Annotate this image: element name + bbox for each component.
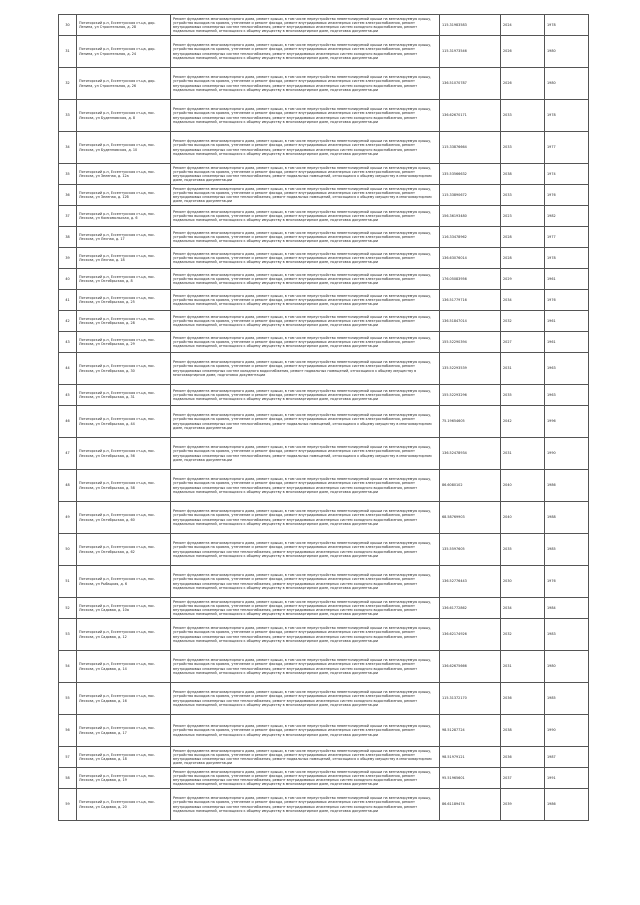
repair-year-cell: 2034 [501,598,545,619]
table-row [59,502,589,534]
address-cell: Пятигорский р-н, Ессентукская ст-ца, пос. Лесхоза, ул Октябрьская, д. 56 [77,438,171,470]
row-number: 58 [59,768,77,789]
row-number: 41 [59,290,77,311]
works-cell: Ремонт фундамента многоквартирного дома, ремонт крыши, в том числе переустройство невентилируемой крыши на вентилируемую крышу, устройство выходов на кровлю, утепление и ремонт фасада, ремонт внутридомовых инженерных систем электроснабжения, ремонт внутридомовых инженерных систем теплоснабжения, ремонт внутридомовых инженерных систем холодного водоснабжения, ремонт подвальных помещений, относящихся к общему имуществу в многоквартирном доме, подготовка документации [171,683,440,715]
build-year-cell: 1986 [545,789,589,821]
address-cell: Пятигорский р-н, Ессентукская ст-ца, пос. Лесхоза, ул Садовая, д. 20 [77,789,171,821]
address-cell: Пятигорский р-н, Ессентукская ст-ца, пос. Лесхоза, ул Садовая, д. 17 [77,715,171,747]
build-year-cell: 1986 [545,470,589,502]
row-number: 38 [59,227,77,248]
row-number: 47 [59,438,77,470]
table-row [59,406,589,438]
table-row [59,470,589,502]
row-number: 54 [59,651,77,683]
table-row [59,768,589,789]
build-year-cell: 1980 [545,68,589,100]
repair-year-cell: 2034 [501,290,545,311]
build-year-cell: 1987 [545,747,589,768]
register-table [58,14,589,821]
document-page [58,14,588,821]
address-cell: Пятигорский р-н, Ессентукская ст-ца, пос. Лесхоза, ул Лесная, д. 17 [77,227,171,248]
table-row [59,132,589,164]
works-cell: Ремонт фундамента многоквартирного дома, ремонт крыши, в том числе переустройство невентилируемой крыши на вентилируемую крышу, устройство выходов на кровлю, утепление и ремонт фасада, ремонт внутридомовых инженерных систем электроснабжения, ремонт внутридомовых инженерных систем теплоснабжения, ремонт внутридомовых инженерных систем холодного водоснабжения, ремонт подвальных помещений, относящихся к общему имуществу в многоквартирном доме, подготовка документации [171,36,440,68]
repair-year-cell: 2026 [501,68,545,100]
repair-year-cell: 2038 [501,164,545,185]
row-number: 48 [59,470,77,502]
works-cell: Ремонт фундамента многоквартирного дома, ремонт крыши, в том числе переустройство невентилируемой крыши на вентилируемую крышу, устройство выходов на кровлю, утепление и ремонт фасада, ремонт внутридомовых инженерных систем электроснабжения, ремонт внутридомовых инженерных систем теплоснабжения, ремонт подвальных помещений, относящихся к общему имуществу в многоквартирном доме, подготовка документации [171,164,440,185]
cadastral-number-cell: 135.52293539 [440,353,501,385]
table-row [59,15,589,36]
build-year-cell: 1983 [545,619,589,651]
works-cell: Ремонт фундамента многоквартирного дома, ремонт крыши, в том числе переустройство невентилируемой крыши на вентилируемую крышу, устройство выходов на кровлю, утепление и ремонт фасада, ремонт внутридомовых инженерных систем электроснабжения, ремонт подвальных помещений, относящихся к общему имуществу в многоквартирном доме, подготовка документации [171,269,440,290]
cadastral-number-cell: 115.33890672 [440,185,501,206]
table-row [59,100,589,132]
address-cell: Пятигорский р-н, Ессентукская ст-ца, пос. Лесхоза, ул Буденновская, д. 10 [77,132,171,164]
cadastral-number-cell: 156.36193480 [440,206,501,227]
build-year-cell: 1990 [545,715,589,747]
cadastral-number-cell: 136.51847014 [440,311,501,332]
address-cell: Пятигорский р-н, Ессентукская ст-ца, пос. Лесхоза, ул Октябрьская, д. 58 [77,470,171,502]
cadastral-number-cell: 136.52776443 [440,566,501,598]
table-row [59,385,589,406]
row-number: 31 [59,36,77,68]
repair-year-cell: 2037 [501,768,545,789]
repair-year-cell: 2028 [501,248,545,269]
cadastral-number-cell: 136.52478934 [440,438,501,470]
table-row [59,206,589,227]
table-row [59,534,589,566]
row-number: 42 [59,311,77,332]
cadastral-number-cell: 135.53566632 [440,164,501,185]
build-year-cell: 1977 [545,227,589,248]
repair-year-cell: 2040 [501,502,545,534]
address-cell: Пятигорский р-н, Ессентукская ст-ца, пос. Лесхоза, ул Зеленая, д. 12а [77,164,171,185]
repair-year-cell: 2033 [501,100,545,132]
repair-year-cell: 2035 [501,385,545,406]
build-year-cell: 1963 [545,385,589,406]
table-row [59,789,589,821]
cadastral-number-cell: 136.63076014 [440,248,501,269]
address-cell: Пятигорский р-н, Ессентукская ст-ца, пос. Лесхоза, ул Садовая, д. 14 [77,651,171,683]
build-year-cell: 1978 [545,248,589,269]
address-cell: Пятигорский р-н, Ессентукская ст-ца, пос. Лесхоза, ул Октябрьская, д. 62 [77,534,171,566]
build-year-cell: 1996 [545,406,589,438]
row-number: 45 [59,385,77,406]
address-cell: Пятигорский р-н, Ессентукская ст-ца, пос. Лесхоза, ул Лесная, д. 18 [77,248,171,269]
repair-year-cell: 2033 [501,185,545,206]
works-cell: Ремонт фундамента многоквартирного дома, ремонт крыши, в том числе переустройство невентилируемой крыши на вентилируемую крышу, устройство выходов на кровлю, утепление и ремонт фасада, ремонт внутридомовых инженерных систем электроснабжения, ремонт подвальных помещений, относящихся к общему имуществу в многоквартирном доме, подготовка документации [171,248,440,269]
address-cell: Пятигорский р-н, Ессентукская ст-ца, пос. Лесхоза, ул Садовая, д. 19 [77,768,171,789]
address-cell: Пятигорский р-н, Ессентукская ст-ца, пос. Лесхоза, ул Садовая, д. 10а [77,598,171,619]
works-cell: Ремонт фундамента многоквартирного дома, ремонт крыши, в том числе переустройство невентилируемой крыши на вентилируемую крышу, устройство выходов на кровлю, утепление и ремонт фасада, ремонт внутридомовых инженерных систем электроснабжения, ремонт подвальных помещений, относящихся к общему имуществу в многоквартирном доме, подготовка документации [171,385,440,406]
cadastral-number-cell: 98.51979121 [440,747,501,768]
row-number: 44 [59,353,77,385]
table-row [59,747,589,768]
build-year-cell: 1985 [545,534,589,566]
build-year-cell: 1976 [545,566,589,598]
repair-year-cell: 2039 [501,789,545,821]
works-cell: Ремонт фундамента многоквартирного дома, ремонт крыши, в том числе переустройство невентилируемой крыши на вентилируемую крышу, устройство выходов на кровлю, утепление и ремонт фасада, ремонт внутридомовых инженерных систем электроснабжения, ремонт внутридомовых инженерных систем теплоснабжения, ремонт внутридомовых инженерных систем холодного водоснабжения, ремонт подвальных помещений, относящихся к общему имуществу в многоквартирном доме, подготовка документации [171,100,440,132]
row-number: 56 [59,715,77,747]
table-row [59,598,589,619]
works-cell: Ремонт фундамента многоквартирного дома, ремонт крыши, в том числе переустройство невентилируемой крыши на вентилируемую крышу, устройство выходов на кровлю, утепление и ремонт фасада, ремонт внутридомовых инженерных систем электроснабжения, ремонт внутридомовых инженерных систем теплоснабжения, ремонт внутридомовых инженерных систем холодного водоснабжения, ремонт подвальных помещений, относящихся к общему имуществу в многоквартирном доме, подготовка документации [171,470,440,502]
cadastral-number-cell: 135.5597605 [440,534,501,566]
build-year-cell: 1990 [545,438,589,470]
row-number: 51 [59,566,77,598]
repair-year-cell: 2031 [501,438,545,470]
table-row [59,683,589,715]
build-year-cell: 1988 [545,502,589,534]
repair-year-cell: 2032 [501,619,545,651]
table-row [59,269,589,290]
address-cell: Пятигорский р-н, Ессентукская ст-ца, пос. Лесхоза, ул Октябрьская, д. 29 [77,332,171,353]
works-cell: Ремонт фундамента многоквартирного дома, ремонт крыши, в том числе переустройство невентилируемой крыши на вентилируемую крышу, устройство выходов на кровлю, утепление и ремонт фасада, ремонт внутридомовых инженерных систем электроснабжения, ремонт подвальных помещений, относящихся к общему имуществу в многоквартирном доме, подготовка документации [171,311,440,332]
cadastral-number-cell: 86.61189474 [440,789,501,821]
build-year-cell: 1982 [545,206,589,227]
build-year-cell: 1976 [545,290,589,311]
repair-year-cell: 2042 [501,406,545,438]
table-row [59,290,589,311]
cadastral-number-cell: 68.58769903 [440,502,501,534]
row-number: 40 [59,269,77,290]
repair-year-cell: 2023 [501,206,545,227]
table-row [59,227,589,248]
repair-year-cell: 2026 [501,36,545,68]
cadastral-number-cell: 116.33478962 [440,227,501,248]
cadastral-number-cell: 155.52293296 [440,385,501,406]
repair-year-cell: 2024 [501,15,545,36]
row-number: 57 [59,747,77,768]
repair-year-cell: 2032 [501,311,545,332]
table-row [59,715,589,747]
works-cell: Ремонт фундамента многоквартирного дома, ремонт крыши, в том числе переустройство невентилируемой крыши на вентилируемую крышу, устройство выходов на кровлю, утепление и ремонт фасада, ремонт внутридомовых инженерных систем электроснабжения, ремонт внутридомовых инженерных систем теплоснабжения, ремонт внутридомовых инженерных систем холодного водоснабжения, ремонт подвальных помещений, относящихся к общему имуществу в многоквартирном доме, подготовка документации [171,598,440,619]
register-table-body [59,15,589,821]
address-cell: Пятигорский р-н, Ессентукская ст-ца, пос. Лесхоза, ул Октябрьская, д. 25 [77,290,171,311]
build-year-cell: 1977 [545,132,589,164]
cadastral-number-cell: 136.62670171 [440,100,501,132]
cadastral-number-cell: 176.05083956 [440,269,501,290]
build-year-cell: 1991 [545,768,589,789]
cadastral-number-cell: 75.19654605 [440,406,501,438]
build-year-cell: 1974 [545,164,589,185]
address-cell: Пятигорский р-н, Ессентукская ст-ца, дор. Ленина, ул Строительная, д. 24 [77,36,171,68]
address-cell: Пятигорский р-н, Ессентукская ст-ца, дор. Ленина, ул Строительная, д. 28 [77,15,171,36]
address-cell: Пятигорский р-н, Ессентукская ст-ца, пос. Лесхоза, ул Комсомольская, д. 6 [77,206,171,227]
address-cell: Пятигорский р-н, Ессентукская ст-ца, пос. Лесхоза, ул Октябрьская, д. 30 [77,353,171,385]
address-cell: Пятигорский р-н, Ессентукская ст-ца, пос. Лесхоза, ул Буденновская, д. 8 [77,100,171,132]
build-year-cell: 1976 [545,185,589,206]
works-cell: Ремонт фундамента многоквартирного дома, ремонт крыши, в том числе переустройство невентилируемой крыши на вентилируемую крышу, устройство выходов на кровлю, утепление и ремонт фасада, ремонт внутридомовых инженерных систем электроснабжения, ремонт внутридомовых инженерных систем теплоснабжения, ремонт внутридомовых инженерных систем холодного водоснабжения, ремонт подвальных помещений, относящихся к общему имуществу в многоквартирном доме, подготовка документации [171,789,440,821]
works-cell: Ремонт фундамента многоквартирного дома, ремонт крыши, в том числе переустройство невентилируемой крыши на вентилируемую крышу, устройство выходов на кровлю, утепление и ремонт фасада, ремонт внутридомовых инженерных систем электроснабжения, ремонт внутридомовых инженерных систем холодного водоснабжения, ремонт подвальных помещений, относящихся к общему имуществу в многоквартирном доме, подготовка документации [171,353,440,385]
works-cell: Ремонт фундамента многоквартирного дома, ремонт крыши, в том числе переустройство невентилируемой крыши на вентилируемую крышу, устройство выходов на кровлю, утепление и ремонт фасада, ремонт внутридомовых инженерных систем электроснабжения, ремонт внутридомовых инженерных систем теплоснабжения, ремонт подвальных помещений, относящихся к общему имуществу в многоквартирном доме, подготовка документации [171,406,440,438]
address-cell: Пятигорский р-н, Ессентукская ст-ца, пос. Лесхоза, ул Октябрьская, д. 28 [77,311,171,332]
table-row [59,68,589,100]
repair-year-cell: 2036 [501,747,545,768]
repair-year-cell: 2028 [501,227,545,248]
works-cell: Ремонт фундамента многоквартирного дома, ремонт крыши, в том числе переустройство невентилируемой крыши на вентилируемую крышу, устройство выходов на кровлю, утепление и ремонт фасада, ремонт внутридомовых инженерных систем электроснабжения, ремонт внутридомовых инженерных систем теплоснабжения, ремонт подвальных помещений, относящихся к общему имуществу в многоквартирном доме, подготовка документации [171,747,440,768]
works-cell: Ремонт фундамента многоквартирного дома, ремонт крыши, в том числе переустройство невентилируемой крыши на вентилируемую крышу, устройство выходов на кровлю, утепление и ремонт фасада, ремонт внутридомовых инженерных систем электроснабжения, ремонт внутридомовых инженерных систем теплоснабжения, ремонт внутридомовых инженерных систем холодного водоснабжения, ремонт подвальных помещений, относящихся к общему имуществу в многоквартирном доме, подготовка документации [171,768,440,789]
cadastral-number-cell: 136.62174926 [440,619,501,651]
repair-year-cell: 2033 [501,132,545,164]
repair-year-cell: 2030 [501,566,545,598]
address-cell: Пятигорский р-н, Ессентукская ст-ца, пос. Лесхоза, ул Октябрьская, д. 31 [77,385,171,406]
row-number: 52 [59,598,77,619]
row-number: 36 [59,185,77,206]
address-cell: Пятигорский р-н, Ессентукская ст-ца, пос. Лесхоза, ул Садовая, д. 12 [77,619,171,651]
cadastral-number-cell: 98.51287724 [440,715,501,747]
build-year-cell: 1978 [545,100,589,132]
table-row [59,651,589,683]
repair-year-cell: 2038 [501,715,545,747]
address-cell: Пятигорский р-н, Ессентукская ст-ца, дор. Ленина, ул Строительная, д. 26 [77,68,171,100]
works-cell: Ремонт фундамента многоквартирного дома, ремонт крыши, в том числе переустройство невентилируемой крыши на вентилируемую крышу, устройство выходов на кровлю, утепление и ремонт фасада, ремонт внутридомовых инженерных систем электроснабжения, ремонт внутридомовых инженерных систем теплоснабжения, ремонт внутридомовых инженерных систем холодного водоснабжения, ремонт подвальных помещений, относящихся к общему имуществу в многоквартирном доме, подготовка документации [171,502,440,534]
build-year-cell: 1978 [545,15,589,36]
works-cell: Ремонт фундамента многоквартирного дома, ремонт крыши, в том числе переустройство невентилируемой крыши на вентилируемую крышу, устройство выходов на кровлю, утепление и ремонт фасада, ремонт внутридомовых инженерных систем электроснабжения, ремонт внутридомовых инженерных систем теплоснабжения, ремонт внутридомовых инженерных систем холодного водоснабжения, ремонт подвальных помещений, относящихся к общему имуществу в многоквартирном доме, подготовка документации [171,68,440,100]
row-number: 32 [59,68,77,100]
repair-year-cell: 2027 [501,332,545,353]
build-year-cell: 1985 [545,683,589,715]
table-row [59,248,589,269]
row-number: 50 [59,534,77,566]
works-cell: Ремонт фундамента многоквартирного дома, ремонт крыши, в том числе переустройство невентилируемой крыши на вентилируемую крышу, устройство выходов на кровлю, утепление и ремонт фасада, ремонт внутридомовых инженерных систем электроснабжения, ремонт внутридомовых инженерных систем теплоснабжения, ремонт внутридомовых инженерных систем холодного водоснабжения, ремонт подвальных помещений, относящихся к общему имуществу в многоквартирном доме, подготовка документации [171,566,440,598]
works-cell: Ремонт фундамента многоквартирного дома, ремонт крыши, в том числе переустройство невентилируемой крыши на вентилируемую крышу, устройство выходов на кровлю, утепление и ремонт фасада, ремонт внутридомовых инженерных систем электроснабжения, ремонт внутридомовых инженерных систем теплоснабжения, ремонт внутридомовых инженерных систем холодного водоснабжения, ремонт подвальных помещений, относящихся к общему имуществу в многоквартирном доме, подготовка документации [171,15,440,36]
cadastral-number-cell: 95.51965601 [440,768,501,789]
build-year-cell: 1984 [545,598,589,619]
build-year-cell: 1980 [545,651,589,683]
build-year-cell: 1963 [545,353,589,385]
table-row [59,185,589,206]
works-cell: Ремонт фундамента многоквартирного дома, ремонт крыши, в том числе переустройство невентилируемой крыши на вентилируемую крышу, устройство выходов на кровлю, утепление и ремонт фасада, ремонт внутридомовых инженерных систем электроснабжения, ремонт внутридомовых инженерных систем теплоснабжения, ремонт подвальных помещений, относящихся к общему имуществу в многоквартирном доме, подготовка документации [171,438,440,470]
cadastral-number-cell: 115.31983583 [440,15,501,36]
address-cell: Пятигорский р-н, Ессентукская ст-ца, пос. Лесхоза, ул Октябрьская, д. 44 [77,406,171,438]
row-number: 37 [59,206,77,227]
row-number: 33 [59,100,77,132]
row-number: 59 [59,789,77,821]
works-cell: Ремонт фундамента многоквартирного дома, ремонт крыши, в том числе переустройство невентилируемой крыши на вентилируемую крышу, устройство выходов на кровлю, утепление и ремонт фасада, ремонт внутридомовых инженерных систем электроснабжения, ремонт подвальных помещений, относящихся к общему имуществу в многоквартирном доме, подготовка документации [171,206,440,227]
row-number: 39 [59,248,77,269]
cadastral-number-cell: 86.6080102 [440,470,501,502]
works-cell: Ремонт фундамента многоквартирного дома, ремонт крыши, в том числе переустройство невентилируемой крыши на вентилируемую крышу, устройство выходов на кровлю, утепление и ремонт фасада, ремонт внутридомовых инженерных систем электроснабжения, ремонт внутридомовых инженерных систем теплоснабжения, ремонт внутридомовых инженерных систем холодного водоснабжения, ремонт подвальных помещений, относящихся к общему имуществу в многоквартирном доме, подготовка документации [171,132,440,164]
works-cell: Ремонт фундамента многоквартирного дома, ремонт крыши, в том числе переустройство невентилируемой крыши на вентилируемую крышу, устройство выходов на кровлю, утепление и ремонт фасада, ремонт внутридомовых инженерных систем электроснабжения, ремонт внутридомовых инженерных систем теплоснабжения, ремонт внутридомовых инженерных систем холодного водоснабжения, ремонт подвальных помещений, относящихся к общему имуществу в многоквартирном доме, подготовка документации [171,651,440,683]
build-year-cell: 1961 [545,332,589,353]
cadastral-number-cell: 136.51779716 [440,290,501,311]
works-cell: Ремонт фундамента многоквартирного дома, ремонт крыши, в том числе переустройство невентилируемой крыши на вентилируемую крышу, устройство выходов на кровлю, утепление и ремонт фасада, ремонт внутридомовых инженерных систем электроснабжения, ремонт подвальных помещений, относящихся к общему имуществу в многоквартирном доме, подготовка документации [171,290,440,311]
repair-year-cell: 2031 [501,651,545,683]
address-cell: Пятигорский р-н, Ессентукская ст-ца, пос. Лесхоза, ул Зеленая, д. 12б [77,185,171,206]
repair-year-cell: 2029 [501,269,545,290]
works-cell: Ремонт фундамента многоквартирного дома, ремонт крыши, в том числе переустройство невентилируемой крыши на вентилируемую крышу, устройство выходов на кровлю, утепление и ремонт фасада, ремонт внутридомовых инженерных систем электроснабжения, ремонт подвальных помещений, относящихся к общему имуществу в многоквартирном доме, подготовка документации [171,715,440,747]
table-row [59,619,589,651]
row-number: 43 [59,332,77,353]
repair-year-cell: 2031 [501,353,545,385]
cadastral-number-cell: 115.31372170 [440,683,501,715]
row-number: 53 [59,619,77,651]
table-row [59,566,589,598]
works-cell: Ремонт фундамента многоквартирного дома, ремонт крыши, в том числе переустройство невентилируемой крыши на вентилируемую крышу, устройство выходов на кровлю, утепление и ремонт фасада, ремонт внутридомовых инженерных систем электроснабжения, ремонт подвальных помещений, относящихся к общему имуществу в многоквартирном доме, подготовка документации [171,227,440,248]
repair-year-cell: 2036 [501,683,545,715]
works-cell: Ремонт фундамента многоквартирного дома, ремонт крыши, в том числе переустройство невентилируемой крыши на вентилируемую крышу, устройство выходов на кровлю, утепление и ремонт фасада, ремонт внутридомовых инженерных систем электроснабжения, ремонт внутридомовых инженерных систем теплоснабжения, ремонт внутридомовых инженерных систем холодного водоснабжения, ремонт подвальных помещений, относящихся к общему имуществу в многоквартирном доме, подготовка документации [171,534,440,566]
address-cell: Пятигорский р-н, Ессентукская ст-ца, пос. Лесхоза, ул Рыбацкая, д. 6 [77,566,171,598]
table-row [59,438,589,470]
row-number: 46 [59,406,77,438]
build-year-cell: 1961 [545,311,589,332]
build-year-cell: 1980 [545,36,589,68]
table-row [59,332,589,353]
cadastral-number-cell: 136.51070787 [440,68,501,100]
works-cell: Ремонт фундамента многоквартирного дома, ремонт крыши, в том числе переустройство невентилируемой крыши на вентилируемую крышу, устройство выходов на кровлю, утепление и ремонт фасада, ремонт внутридомовых инженерных систем электроснабжения, ремонт внутридомовых инженерных систем теплоснабжения, ремонт внутридомовых инженерных систем холодного водоснабжения, ремонт подвальных помещений, относящихся к общему имуществу в многоквартирном доме, подготовка документации [171,619,440,651]
table-row [59,353,589,385]
row-number: 34 [59,132,77,164]
cadastral-number-cell: 136.61772862 [440,598,501,619]
table-row [59,36,589,68]
works-cell: Ремонт фундамента многоквартирного дома, ремонт крыши, в том числе переустройство невентилируемой крыши на вентилируемую крышу, устройство выходов на кровлю, утепление и ремонт фасада, ремонт внутридомовых инженерных систем электроснабжения, ремонт внутридомовых инженерных систем теплоснабжения, ремонт подвальных помещений, относящихся к общему имуществу в многоквартирном доме, подготовка документации [171,185,440,206]
build-year-cell: 1961 [545,269,589,290]
row-number: 49 [59,502,77,534]
row-number: 35 [59,164,77,185]
address-cell: Пятигорский р-н, Ессентукская ст-ца, пос. Лесхоза, ул Октябрьская, д. 8 [77,269,171,290]
row-number: 30 [59,15,77,36]
address-cell: Пятигорский р-н, Ессентукская ст-ца, пос. Лесхоза, ул Садовая, д. 18 [77,747,171,768]
cadastral-number-cell: 155.52290394 [440,332,501,353]
cadastral-number-cell: 115.31973546 [440,36,501,68]
table-row [59,164,589,185]
address-cell: Пятигорский р-н, Ессентукская ст-ца, пос. Лесхоза, ул Садовая, д. 16 [77,683,171,715]
address-cell: Пятигорский р-н, Ессентукская ст-ца, пос. Лесхоза, ул Октябрьская, д. 60 [77,502,171,534]
cadastral-number-cell: 115.33876664 [440,132,501,164]
works-cell: Ремонт фундамента многоквартирного дома, ремонт крыши, в том числе переустройство невентилируемой крыши на вентилируемую крышу, устройство выходов на кровлю, утепление и ремонт фасада, ремонт внутридомовых инженерных систем электроснабжения, ремонт подвальных помещений, относящихся к общему имуществу в многоквартирном доме, подготовка документации [171,332,440,353]
row-number: 55 [59,683,77,715]
table-row [59,311,589,332]
repair-year-cell: 2040 [501,470,545,502]
repair-year-cell: 2035 [501,534,545,566]
cadastral-number-cell: 136.62675666 [440,651,501,683]
